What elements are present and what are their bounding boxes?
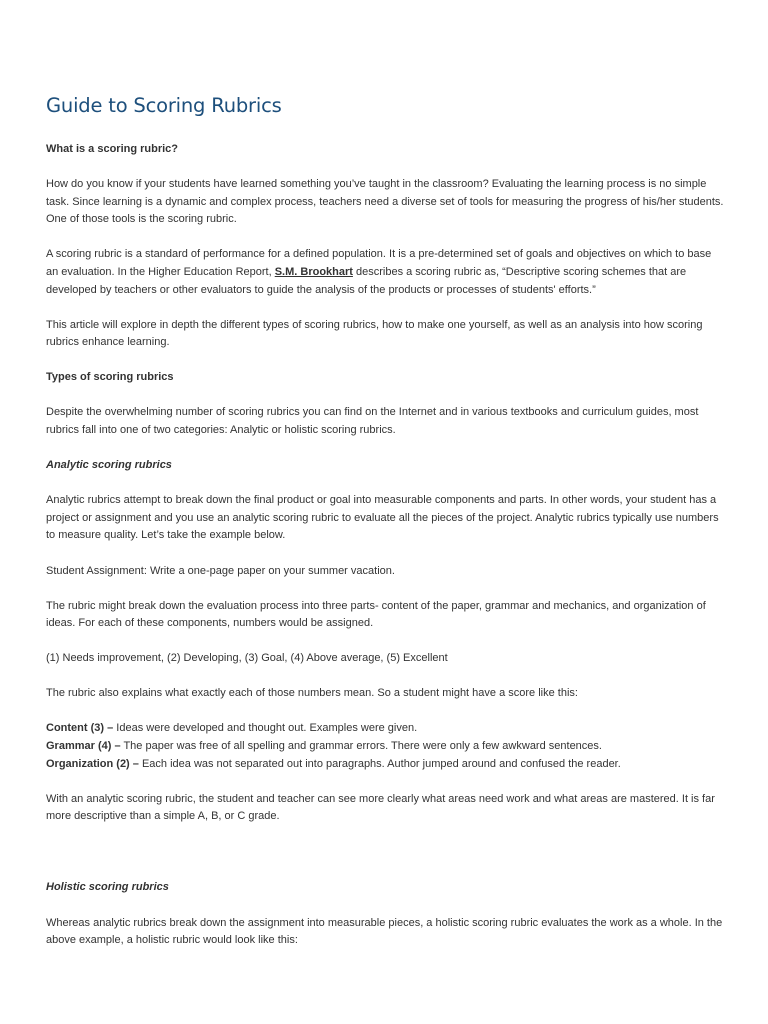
rubric-label: Content (3) – [46, 722, 114, 735]
rubric-text: The paper was free of all spelling and grammar errors. There were only a few awkward sentences. [120, 740, 602, 753]
paragraph-analytic: Analytic rubrics attempt to break down the final product or goal into measurable components and parts. In other words, your student has a project or assignment and you use an analytic scoring rubric to evaluate all the pieces of the project. Analytic rubrics typically use numbers to measure quality. Let’s take the example below. [46, 494, 719, 542]
paragraph-types: Despite the overwhelming number of scoring rubrics you can find on the Internet and in various textbooks and curriculum guides, most rubrics fall into one of two categories: Analytic or holistic scoring rubrics. [46, 406, 699, 437]
paragraph-breakdown: The rubric might break down the evaluation process into three parts- content of the paper, grammar and mechanics, and organization of ideas. For each of these components, numbers would be assigned. [46, 599, 706, 630]
rubric-row-organization [46, 756, 726, 774]
spacer [46, 843, 726, 879]
definition-text-after: describes a scoring rubric as, “Descriptive scoring schemes that are developed by teachers or other evaluators to guide the analysis of the products or processes of students' efforts.” [46, 265, 687, 296]
rubric-text: Each idea was not separated out into paragraphs. Author jumped around and confused the reader. [138, 757, 621, 770]
rubric-row-grammar [46, 738, 726, 756]
brookhart-link[interactable]: S.M. Brookhart [274, 265, 353, 278]
rubric-label: Grammar (4) – [46, 740, 121, 753]
paragraph-analytic-summary: With an analytic scoring rubric, the student and teacher can see more clearly what areas need work and what areas are mastered. It is far more descriptive than a simple A, B, or C grade. [46, 792, 715, 823]
paragraph-definition [46, 246, 726, 299]
section-heading-holistic: Holistic scoring rubrics [46, 881, 169, 894]
rubric-label: Organization (2) – [46, 757, 139, 770]
paragraph-score-intro: The rubric also explains what exactly each of those numbers mean. So a student might have a score like this: [46, 687, 578, 700]
paragraph-assignment: Student Assignment: Write a one-page paper on your summer vacation. [46, 564, 395, 577]
rubric-text: Ideas were developed and thought out. Examples were given. [113, 722, 418, 735]
paragraph-intro: How do you know if your students have learned something you’ve taught in the classroom? Evaluating the learning process is no simple task. Since learning is a dynamic and complex process, teachers need a diverse set of tools for measuring the progress of his/her students. One of those tools is the scoring rubric. [46, 178, 724, 226]
definition-text-before: A scoring rubric is a standard of performance for a defined population. It is a pre-determined set of goals and objectives on which to base an evaluation. In the Higher Education Report, [46, 248, 712, 278]
paragraph-holistic: Whereas analytic rubrics break down the assignment into measurable pieces, a holistic scoring rubric evaluates the work as a whole. In the above example, a holistic rubric would look like this: [46, 916, 723, 947]
section-heading-types: Types of scoring rubrics [46, 371, 174, 384]
section-heading-what-is: What is a scoring rubric? [46, 143, 179, 155]
paragraph-scale: (1) Needs improvement, (2) Developing, (3) Goal, (4) Above average, (5) Excellent [46, 652, 448, 665]
article-body [46, 94, 726, 967]
rubric-row-content [46, 720, 726, 738]
section-heading-analytic: Analytic scoring rubrics [46, 459, 172, 472]
rubric-scores [46, 720, 726, 773]
paragraph-article-scope: This article will explore in depth the different types of scoring rubrics, how to make one yourself, as well as an analysis into how scoring rubrics enhance learning. [46, 318, 703, 349]
page-title: Guide to Scoring Rubrics [46, 94, 282, 117]
